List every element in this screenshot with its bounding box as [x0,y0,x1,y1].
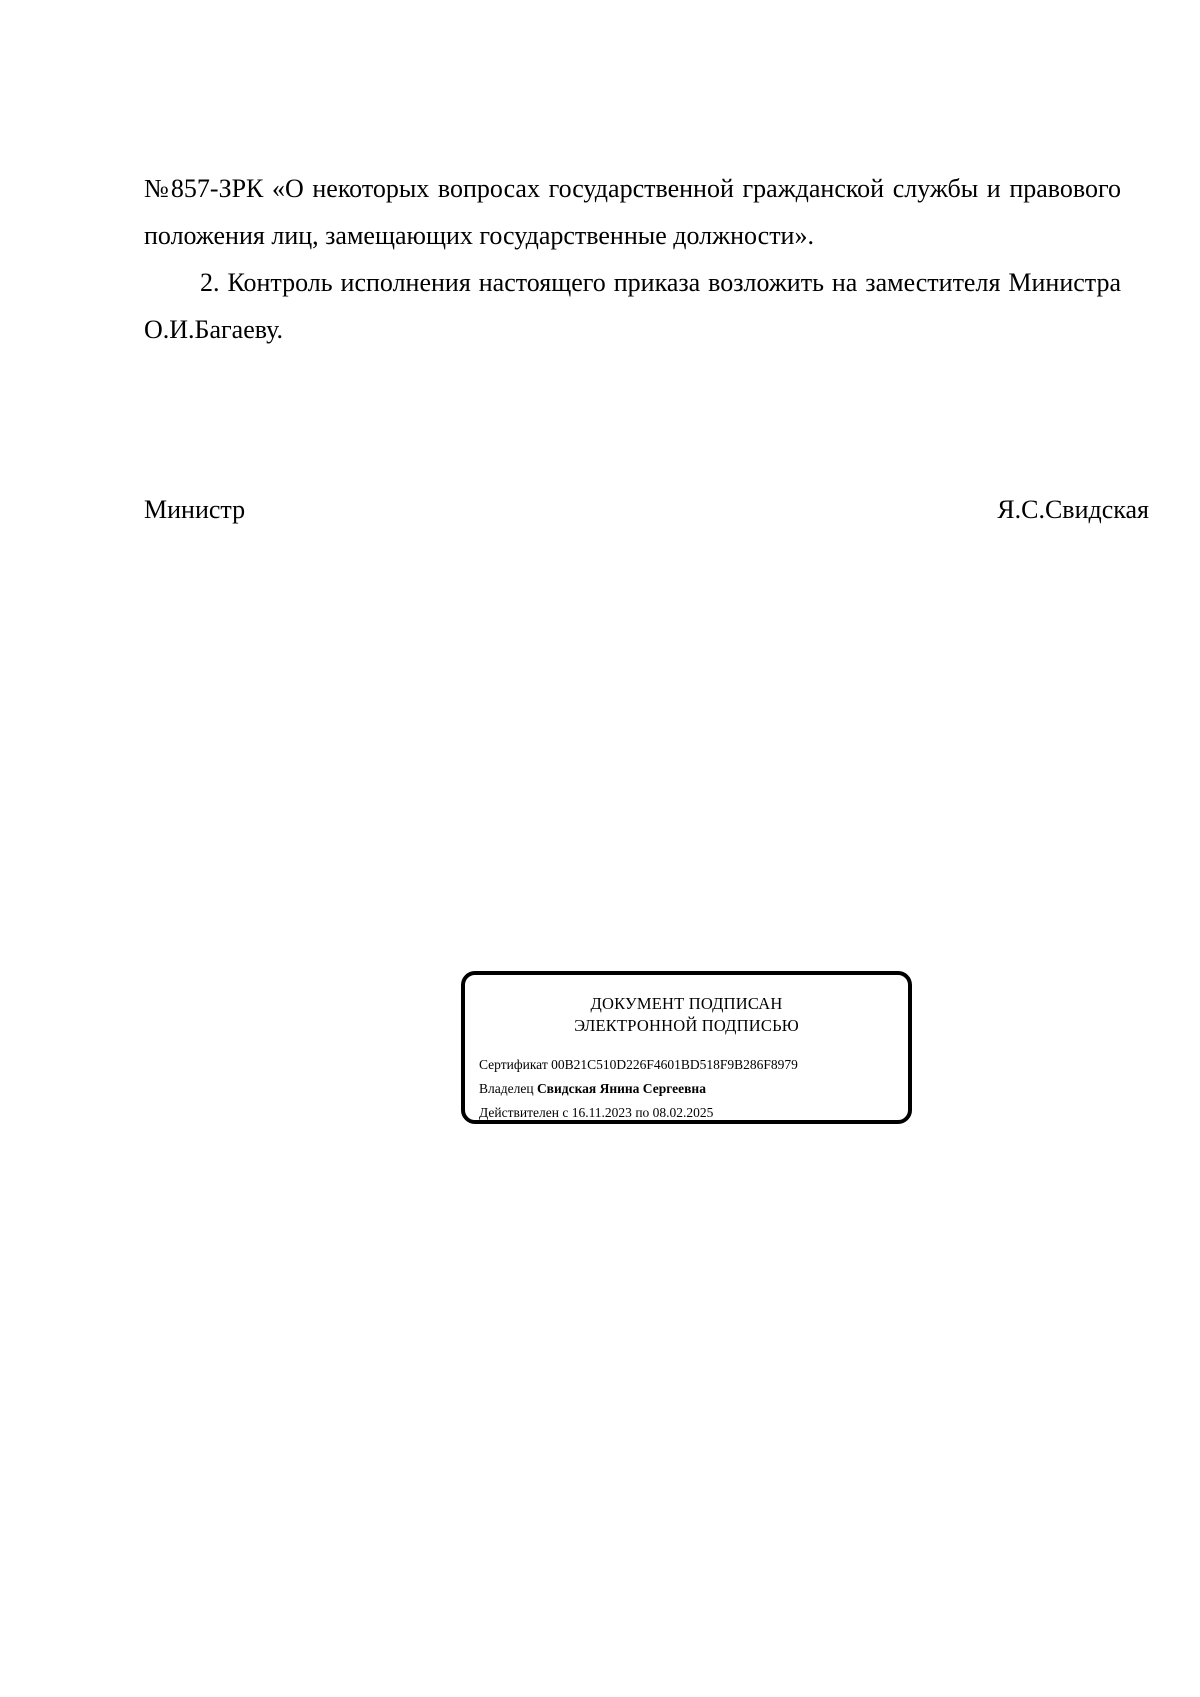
owner-value: Свидская Янина Сергеевна [536,1081,706,1096]
valid-label: Действителен [479,1105,559,1120]
electronic-signature-stamp [461,971,912,1124]
stamp-owner-row [479,1077,898,1101]
stamp-header-line-2: ЭЛЕКТРОННОЙ ПОДПИСЬЮ [574,1016,799,1035]
valid-to-date: 08.02.2025 [652,1105,714,1120]
paragraph-control-clause: 2. Контроль исполнения настоящего приказа возложить на заместителя Министра О.И.Багаеву. [144,268,1121,344]
stamp-certificate-row [479,1053,898,1077]
stamp-header [465,993,908,1037]
valid-from-label: с [562,1105,569,1120]
certificate-label: Сертификат [479,1057,548,1072]
paragraph-law-reference: №857-ЗРК «О некоторых вопросах государственной гражданской службы и правового положения лиц, замещающих государственные должности». [144,174,1121,250]
stamp-header-line-1: ДОКУМЕНТ ПОДПИСАН [590,994,783,1013]
signature-block [144,490,1149,530]
valid-to-label: по [635,1105,650,1120]
owner-label: Владелец [479,1081,534,1096]
certificate-value: 00B21C510D226F4601BD518F9B286F8979 [551,1057,798,1072]
signer-position: Министр [144,495,246,524]
signer-name: Я.С.Свидская [997,495,1149,524]
document-body [144,165,1121,353]
stamp-validity-row [479,1101,898,1125]
stamp-details [479,1053,898,1125]
valid-from-date: 16.11.2023 [571,1105,632,1120]
